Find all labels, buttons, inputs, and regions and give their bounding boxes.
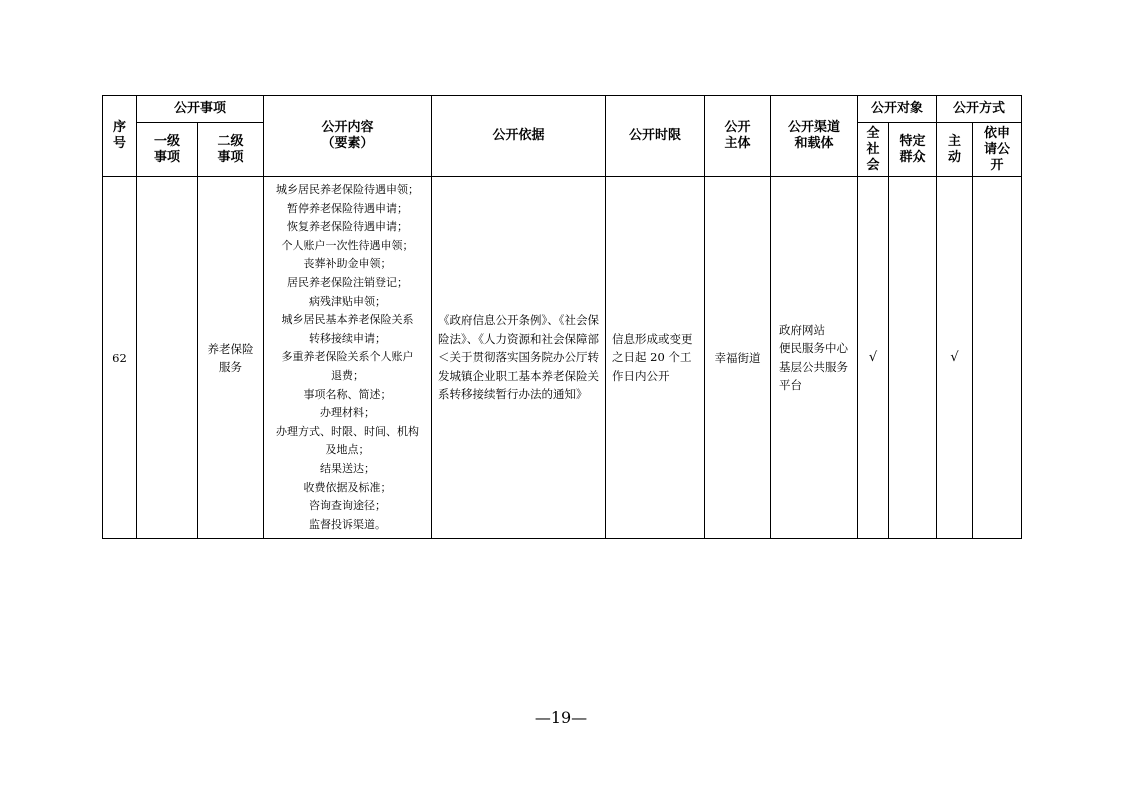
content-item: 丧葬补助金申领； [303, 257, 392, 271]
header-method-apply: 依申请公开 [973, 123, 1022, 177]
content-item: 办理材料； [320, 406, 376, 420]
header-level1: 一级事项 [137, 123, 198, 177]
header-item-group: 公开事项 [137, 96, 264, 123]
row-seq: 62 [103, 177, 137, 539]
row-method-apply-check [973, 177, 1022, 539]
content-item: 恢复养老保险待遇申请； [287, 220, 409, 234]
content-item: 多重养老保险关系个人账户 [281, 350, 414, 364]
header-target-all: 全社会 [858, 123, 889, 177]
content-item: 转移接续申请； [309, 331, 387, 345]
content-item: 结果送达； [320, 461, 376, 475]
header-subject: 公开主体 [705, 96, 771, 177]
content-item: 退费； [331, 368, 365, 382]
row-level2: 养老保险服务 [198, 177, 264, 539]
row-basis: 《政府信息公开条例》、《社会保险法》、《人力资源和社会保障部＜关于贯彻落实国务院办公厅转发城镇企业职工基本养老保险关系转移接续暂行办法的通知》 [432, 177, 606, 539]
header-method-active: 主动 [937, 123, 973, 177]
content-item: 病残津贴申领； [309, 294, 387, 308]
row-subject: 幸福街道 [705, 177, 771, 539]
table-row [103, 177, 1022, 539]
row-channel [771, 177, 858, 539]
disclosure-table [102, 95, 1022, 539]
header-basis: 公开依据 [432, 96, 606, 177]
channel-line: 便民服务中心 [779, 341, 849, 356]
header-seq: 序号 [103, 96, 137, 177]
content-item: 事项名称、简述； [303, 387, 392, 401]
content-item: 监督投诉渠道。 [309, 517, 387, 531]
row-level1 [137, 177, 198, 539]
header-time-limit: 公开时限 [606, 96, 705, 177]
header-content: 公开内容（要素） [264, 96, 432, 177]
page-number: —19— [534, 708, 588, 727]
row-target-specific-check [889, 177, 937, 539]
header-target-group: 公开对象 [858, 96, 937, 123]
channel-line: 政府网站 [779, 322, 826, 337]
channel-line: 基层公共服务平台 [779, 359, 849, 393]
header-channel: 公开渠道和载体 [771, 96, 858, 177]
header-method-group: 公开方式 [937, 96, 1022, 123]
content-item: 城乡居民基本养老保险关系 [281, 313, 414, 327]
row-time-limit: 信息形成或变更之日起 20 个工作日内公开 [606, 177, 705, 539]
header-target-specific: 特定群众 [889, 123, 937, 177]
content-item: 居民养老保险注销登记； [287, 275, 409, 289]
content-item: 办理方式、时限、时间、机构 [276, 424, 420, 438]
content-item: 咨询查询途径； [309, 499, 387, 513]
content-item: 收费依据及标准； [303, 480, 392, 494]
content-item: 暂停养老保险待遇申请； [287, 201, 409, 215]
header-level2: 二级事项 [198, 123, 264, 177]
content-item: 城乡居民养老保险待遇申领； [276, 183, 420, 196]
content-item: 及地点； [325, 443, 370, 457]
row-target-all-check: √ [858, 177, 889, 539]
row-content [264, 177, 432, 539]
row-method-active-check: √ [937, 177, 973, 539]
content-item: 个人账户一次性待遇申领； [281, 238, 414, 252]
